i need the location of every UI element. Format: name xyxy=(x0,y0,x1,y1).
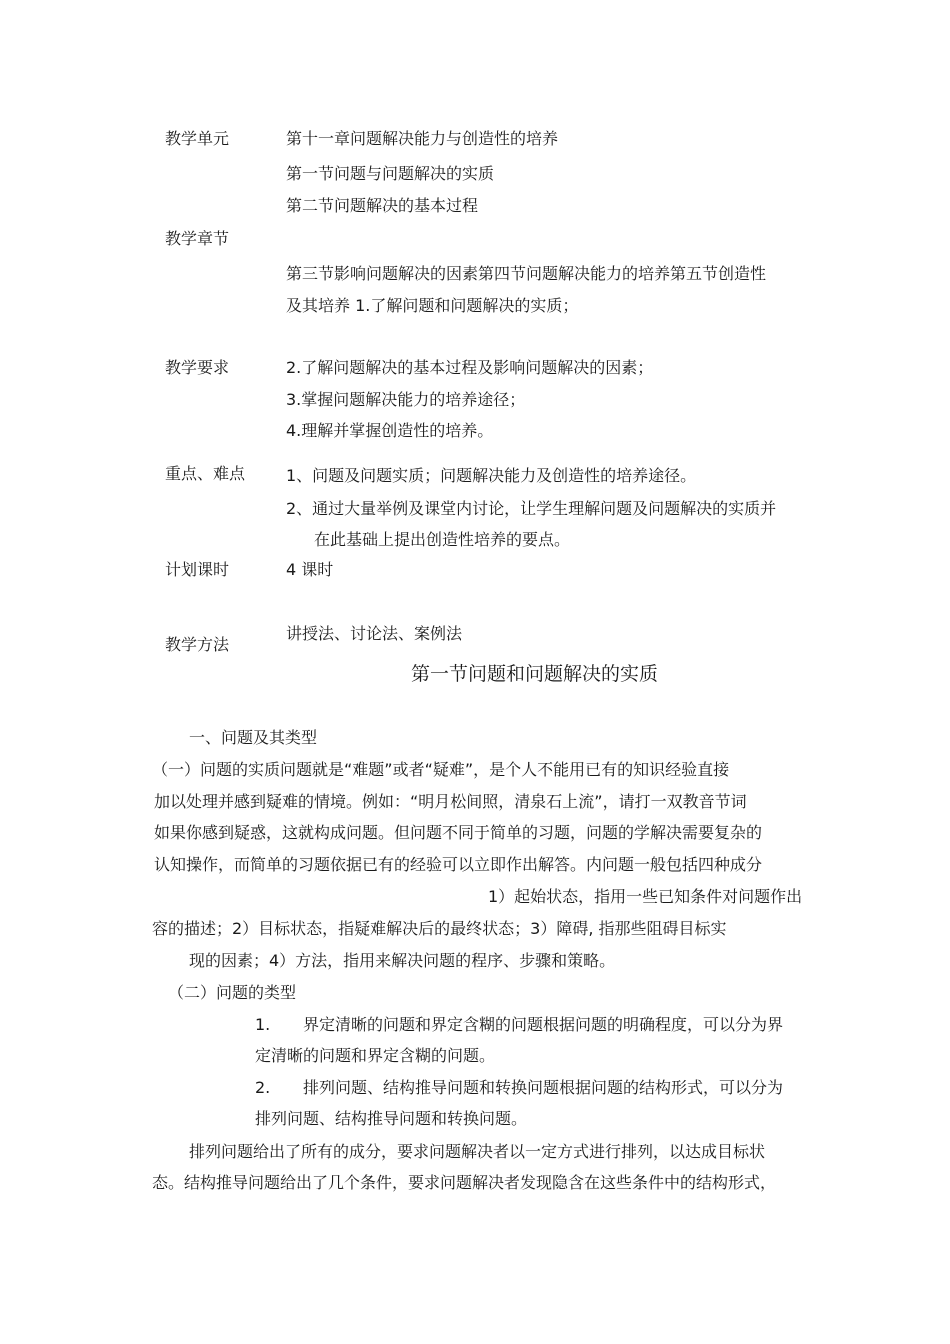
method-value: 讲授法、讨论法、案例法 xyxy=(286,624,463,643)
requirements-line: 3.掌握问题解决能力的培养途径； xyxy=(286,390,526,409)
heading-problem-categories: （二）问题的类型 xyxy=(168,983,297,1002)
unit-value: 第十一章问题解决能力与创造性的培养 xyxy=(286,129,559,148)
paragraph-line: 认知操作，而简单的习题依据已有的经验可以立即作出解答。内问题一般包括四种成分 xyxy=(154,855,763,874)
paragraph-line: 现的因素；4）方法，指用来解决问题的程序、步骤和策略。 xyxy=(189,951,616,970)
paragraph-line: （一）问题的实质问题就是“难题”或者“疑难”，是个人不能用已有的知识经验直接 xyxy=(152,760,730,779)
list-item-number: 2. xyxy=(255,1078,271,1097)
chapter-line: 及其培养 1.了解问题和问题解决的实质； xyxy=(286,296,579,315)
chapter-line: 第三节影响问题解决的因素第四节问题解决能力的培养第五节创造性 xyxy=(286,264,767,283)
requirements-label: 教学要求 xyxy=(165,358,230,377)
chapter-line: 第二节问题解决的基本过程 xyxy=(286,196,479,215)
list-item-line: 排列问题、结构推导问题和转换问题根据问题的结构形式，可以分为 xyxy=(303,1078,784,1097)
list-item-line: 排列问题、结构推导问题和转换问题。 xyxy=(255,1109,528,1128)
key-line: 2、通过大量举例及课堂内讨论，让学生理解问题及问题解决的实质并 xyxy=(286,499,777,518)
heading-problem-types: 一、问题及其类型 xyxy=(189,728,318,747)
paragraph-line: 容的描述；2）目标状态，指疑难解决后的最终状态；3）障碍, 指那些阻碍目标实 xyxy=(152,919,727,938)
paragraph-line: 1）起始状态，指用一些已知条件对问题作出 xyxy=(488,887,803,906)
chapter-line: 第一节问题与问题解决的实质 xyxy=(286,164,495,183)
list-item-line: 界定清晰的问题和界定含糊的问题根据问题的明确程度，可以分为界 xyxy=(303,1015,784,1034)
paragraph-line: 排列问题给出了所有的成分，要求问题解决者以一定方式进行排列，以达成目标状 xyxy=(189,1142,766,1161)
paragraph-line: 如果你感到疑惑，这就构成问题。但问题不同于简单的习题，问题的学解决需要复杂的 xyxy=(154,823,763,842)
paragraph-line: 态。结构推导问题给出了几个条件，要求问题解决者发现隐含在这些条件中的结构形式， xyxy=(152,1173,777,1192)
list-item-line: 定清晰的问题和界定含糊的问题。 xyxy=(255,1046,496,1065)
requirements-line: 4.理解并掌握创造性的培养。 xyxy=(286,421,494,440)
unit-label: 教学单元 xyxy=(165,129,230,148)
key-line: 在此基础上提出创造性培养的要点。 xyxy=(314,530,571,549)
section-title: 第一节问题和问题解决的实质 xyxy=(411,663,659,685)
list-item-number: 1. xyxy=(255,1015,271,1034)
method-label: 教学方法 xyxy=(165,635,230,654)
paragraph-line: 加以处理并感到疑难的情境。例如：“明月松间照，清泉石上流”，请打一双教音节词 xyxy=(154,792,747,811)
requirements-line: 2.了解问题解决的基本过程及影响问题解决的因素； xyxy=(286,358,654,377)
key-line: 1、问题及问题实质；问题解决能力及创造性的培养途径。 xyxy=(286,466,697,485)
chapter-label: 教学章节 xyxy=(165,229,230,248)
hours-label: 计划课时 xyxy=(165,560,230,579)
hours-value: 4 课时 xyxy=(286,560,334,579)
key-label: 重点、难点 xyxy=(165,464,246,483)
